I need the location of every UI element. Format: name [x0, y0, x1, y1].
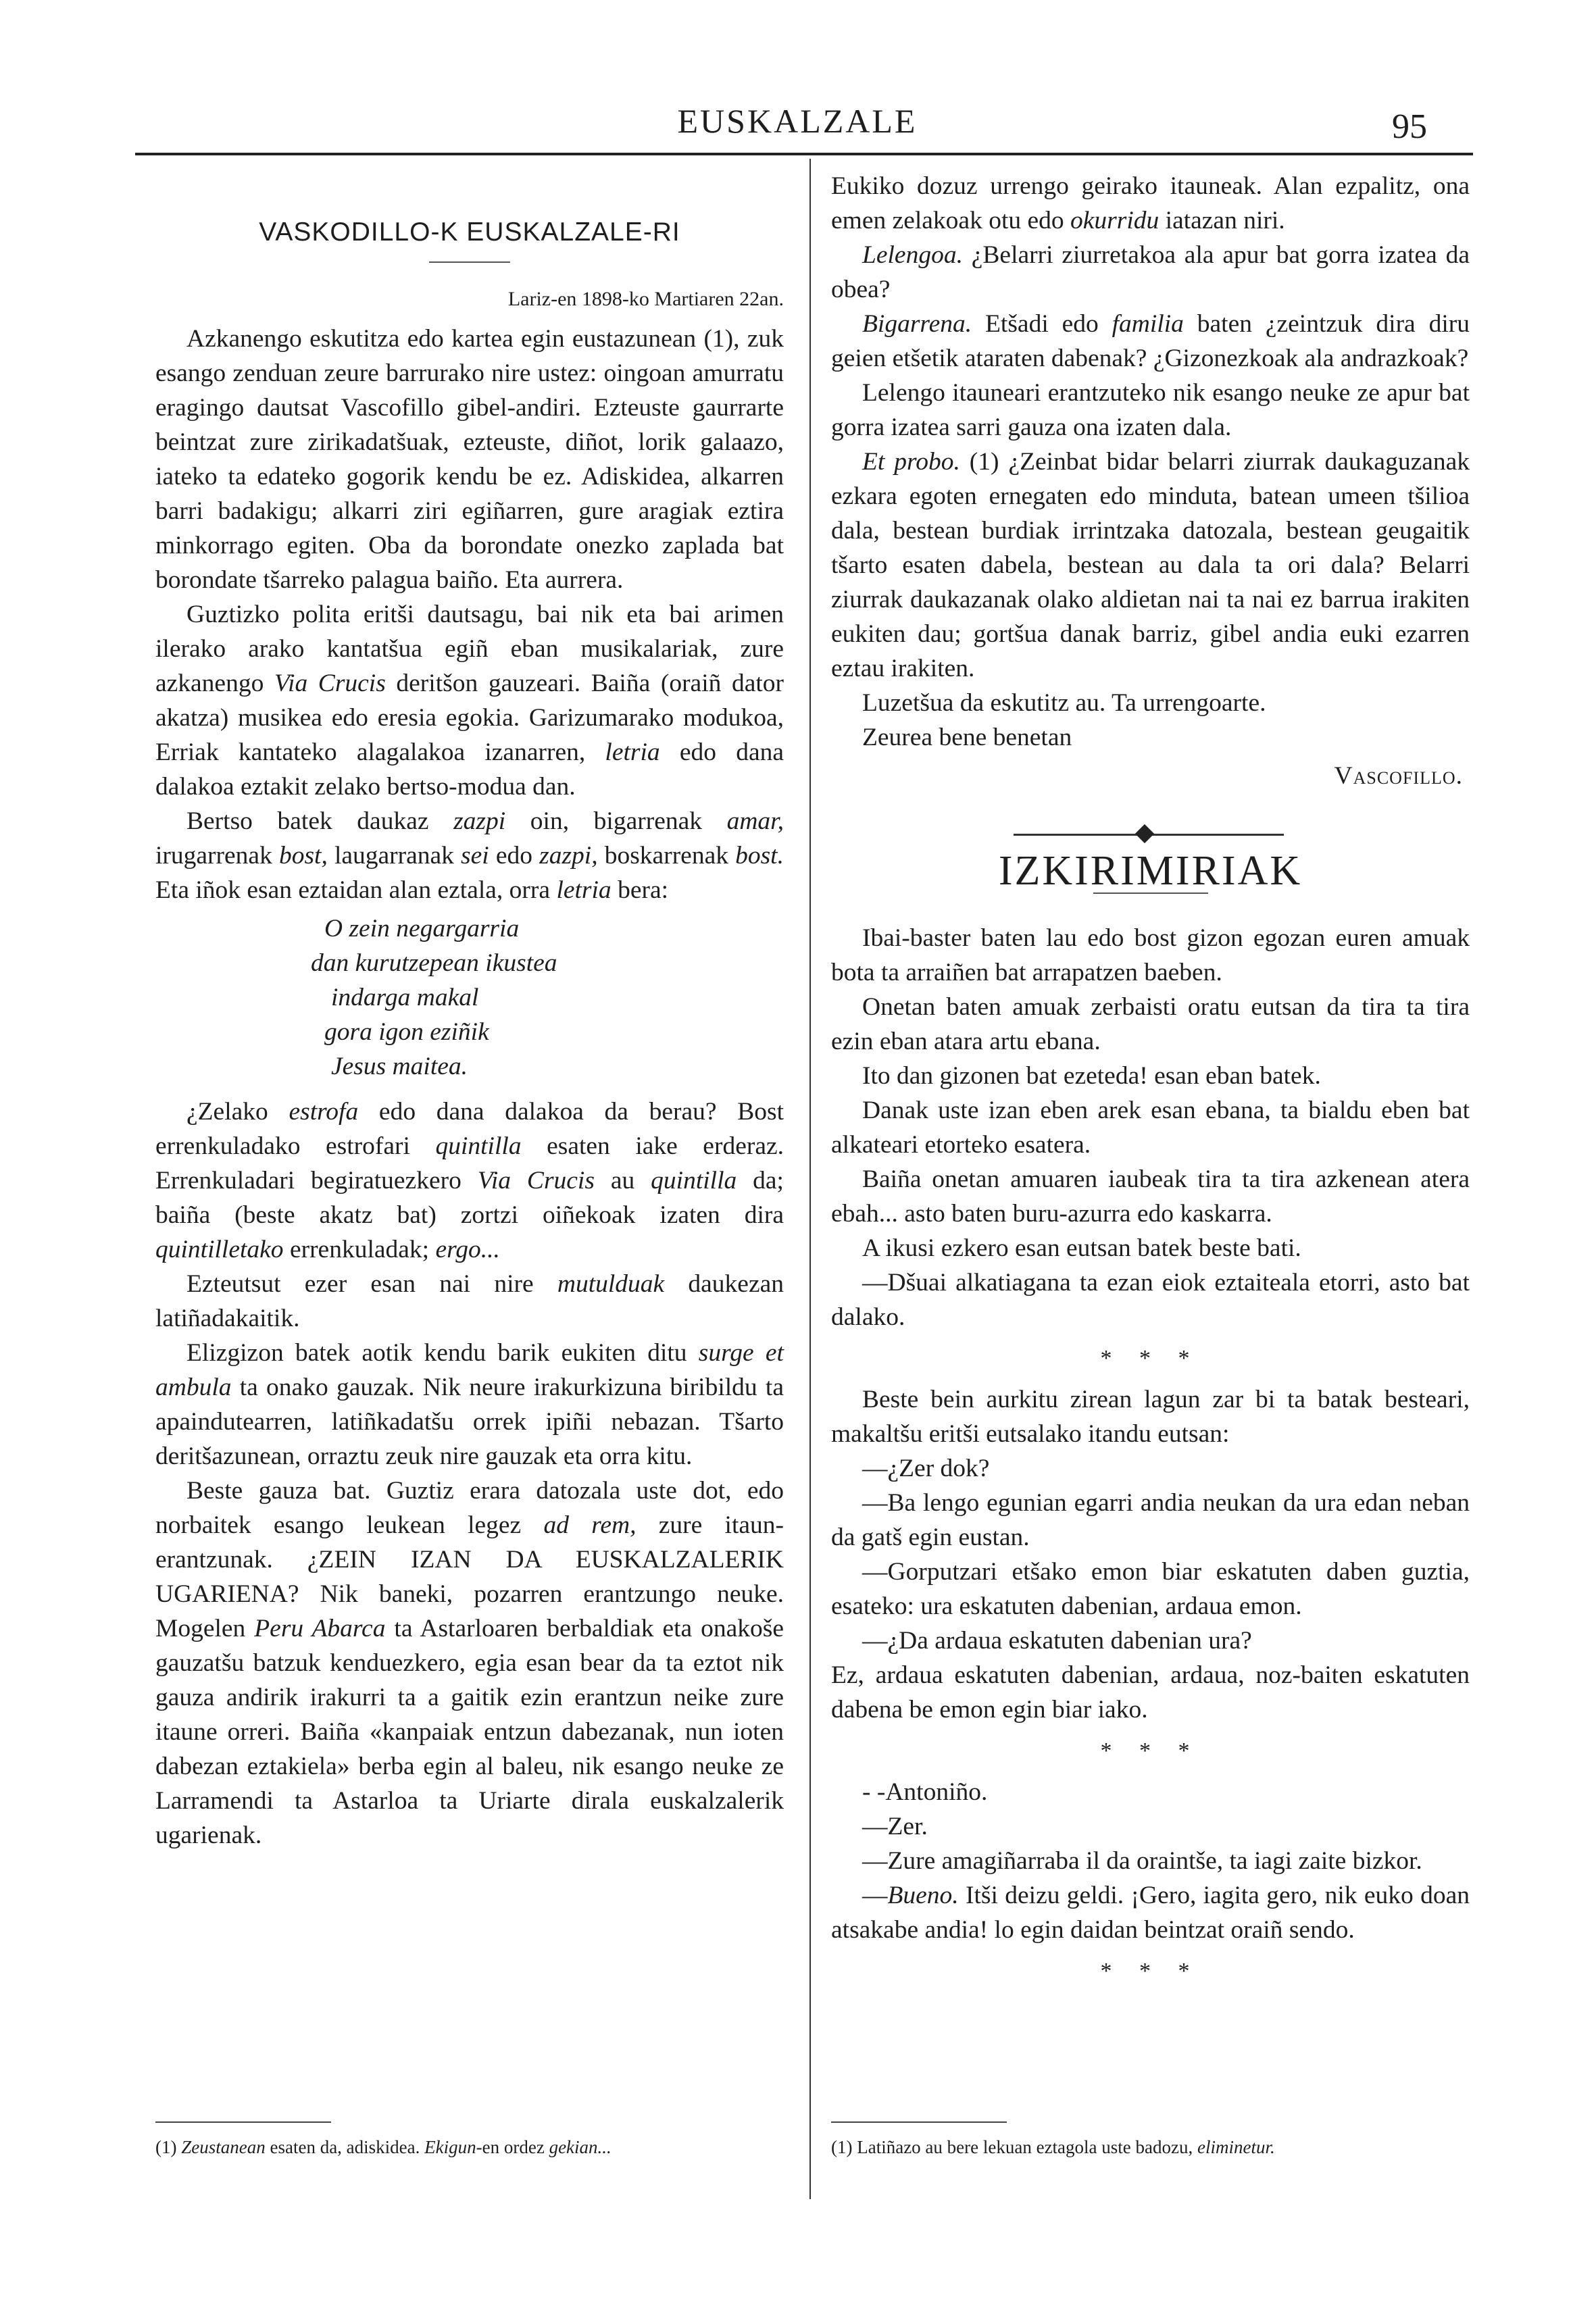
verse-line: indarga makal — [331, 984, 479, 1011]
paragraph: Eukiko dozuz urrengo geirako itauneak. Alan ezpalitz, ona emen zelakoak otu edo okurridu iatazan niri. — [831, 172, 1470, 234]
paragraph: Beste gauza bat. Guztiz erara datozala uste dot, edo norbaitek esango leukean legez ad rem, zure itaun-erantzunak. ¿ZEIN IZAN DA EUSKALZALERIK UGARIENA? Nik baneki, pozarren erantzungo neuke. Mogelen Peru Abarca ta Astarloaren berbaldiak eta onakoše gauzatšu batzuk kenduezkero, egia esan bear da ta eztot nik gauza andirik irakurri ta a gaitik ezin erantzun neike zure itaune orreri. Baiña «kanpaiak entzun dabezanak, nun ioten dabezan eztakiela» berba egin al baleu, nik esango neuke ze Larramendi ta Astarloa ta Uriarte dirala euskalzalerik ugarienak. — [155, 1477, 784, 1849]
paragraph: Bertso batek daukaz zazpi oin, bigarrenak amar, irugarrenak bost, laugarranak sei edo zazpi, boskarrenak bost. Eta iñok esan eztaidan alan eztala, orra letria bera: — [155, 807, 784, 904]
dateline: Lariz-en 1898-ko Martiaren 22an. — [507, 288, 784, 310]
paragraph: —Zure amagiñarraba il da oraintše, ta iagi zaite bizkor. — [862, 1847, 1422, 1875]
diamond-icon — [1135, 824, 1154, 843]
paragraph: Ezteutsut ezer esan nai nire mutulduak daukezan latiñadakaitik. — [155, 1270, 784, 1332]
paragraph: Ito dan gizonen bat ezeteda! esan eban batek. — [862, 1062, 1321, 1090]
column-divider — [809, 159, 811, 2199]
paragraph: Danak uste izan eben arek esan ebana, ta bialdu eben bat alkateari etorteko esatera. — [831, 1097, 1470, 1159]
section-title: IZKIRIMIRIAK — [998, 848, 1303, 894]
paragraph: —Zer. — [862, 1813, 928, 1840]
paragraph: Ez, ardaua eskatuten dabenian, ardaua, noz-baiten eskatuten dabena be emon egin biar iako. — [831, 1661, 1470, 1724]
paragraph: Lelengo itauneari erantzuteko nik esango neuke ze apur bat gorra izatea sarri gauza ona izaten dala. — [831, 379, 1470, 441]
paragraph: Guztizko polita eritši dautsagu, bai nik eta bai arimen ilerako arako kantatšua egiñ eban musikalariak, zure azkanengo Via Crucis deritšon gauzeari. Baiña (oraiñ dator akatza) musikea edo eresia egokia. Garizumarako modukoa, Erriak kantateko alagalakoa izanarren, letria edo dana dalakoa eztakit zelako bertso-modua dan. — [155, 601, 784, 801]
left-column — [155, 169, 784, 1853]
paragraph: —Dšuai alkatiagana ta ezan eiok eztaiteala etorri, asto bat dalako. — [831, 1269, 1470, 1331]
signature: Vascofillo. — [1334, 762, 1463, 790]
right-column — [831, 169, 1470, 1995]
footnote: (1) Latiñazo au bere lekuan eztagola uste badozu, eliminetur. — [831, 2137, 1275, 2157]
letter-heading: VASKODILLO-K EUSKALZALE-RI — [259, 218, 680, 247]
footnote-rule — [831, 2121, 1007, 2123]
asterism: * * * — [1100, 1346, 1201, 1371]
paragraph: Azkanengo eskutitza edo kartea egin eustazunean (1), zuk esango zenduan zeure barrurako nire ustez: oingoan amurratu eragingo dautsat Vascofillo gibel-andiri. Ezteuste gaurrarte beintzat zure zirikadatšuak, ezteuste, diñot, lorik galaazo, iateko ta edateko gogorik kendu be ez. Adiskidea, alkarren barri badakigu; alkarri ziri egiñarren, gure aragiak eztira minkorrago egiten. Oba da borondate onezko zaplada bat borondate tšarreko palagua baiño. Eta aurrera. — [155, 325, 784, 594]
paragraph: —¿Zer dok? — [862, 1455, 990, 1482]
paragraph: Onetan baten amuak zerbaisti oratu eutsan da tira ta tira ezin eban atara artu ebana. — [831, 993, 1470, 1055]
paragraph: Luzetšua da eskutitz au. Ta urrengoarte. — [862, 689, 1266, 717]
running-head: EUSKALZALE — [677, 102, 918, 140]
paragraph: —Bueno. Itši deizu geldi. ¡Gero, iagita gero, nik euko doan atsakabe andia! lo egin daidan beintzat oraiñ sendo. — [831, 1882, 1470, 1944]
paragraph: —Gorputzari etšako emon biar eskatuten daben guztia, esateko: ura eskatuten dabenian, ardaua emon. — [831, 1558, 1470, 1620]
asterism: * * * — [1100, 1959, 1201, 1984]
paragraph: Zeurea bene benetan — [862, 724, 1072, 751]
paragraph: Et probo. (1) ¿Zeinbat bidar belarri ziurrak daukaguzanak ezkara egoten ernegaten edo minduta, batean umeen tšilioa dala, bestean burdiak irrintzaka datozala, bestean geugaitik tšarto esaten dabela, bestean au dala ta ori dala? Belarri ziurrak daukazanak olako aldietan nai ta nai ez barrua irakiten eukiten dau; gortšua danak barriz, gibel andia euki ezarren eztau irakiten. — [831, 448, 1470, 682]
footnote: (1) Zeustanean esaten da, adiskidea. Ekigun-en ordez gekian... — [155, 2137, 612, 2157]
paragraph: A ikusi ezkero esan eutsan batek beste bati. — [862, 1234, 1301, 1262]
verse — [311, 911, 784, 1084]
paragraph: Elizgizon batek aotik kendu barik eukiten ditu surge et ambula ta onako gauzak. Nik neure irakurkizuna biribildu ta apaindutearren, latiñkadatšu orrek ipiñi nebazan. Tšarto deritšazunean, orraztu zeuk nire gauzak eta orra kitu. — [155, 1339, 784, 1470]
verse-line: dan kurutzepean ikustea — [311, 949, 557, 977]
verse-line: gora igon eziñik — [324, 1018, 489, 1046]
page-number: 95 — [1392, 107, 1427, 146]
paragraph: Lelengoa. ¿Belarri ziurretakoa ala apur bat gorra izatea da obea? — [831, 241, 1470, 303]
ornament-divider — [831, 820, 1470, 847]
paragraph: ¿Zelako estrofa edo dana dalakoa da berau? Bost errenkuladako estrofari quintilla esaten iake erderaz. Errenkuladari begiratuezkero Via Crucis au quintilla da; baiña (beste akatz bat) zortzi oiñekoak izaten dira quintilletako errenkuladak; ergo... — [155, 1098, 784, 1263]
paragraph: - -Antoniño. — [862, 1778, 988, 1806]
paragraph: Ibai-baster baten lau edo bost gizon egozan euren amuak bota ta arraiñen bat arrapatzen baeben. — [831, 924, 1470, 986]
paragraph: Beste bein aurkitu zirean lagun zar bi ta batak besteari, makaltšu eritši eutsalako itandu eutsan: — [831, 1386, 1470, 1448]
header-rule — [135, 153, 1473, 155]
verse-line: Jesus maitea. — [331, 1053, 468, 1080]
heading-rule — [429, 261, 510, 263]
paragraph: Baiña onetan amuaren iaubeak tira ta tira azkenean atera ebah... asto baten buru-azurra edo kaskarra. — [831, 1165, 1470, 1228]
paragraph: Bigarrena. Etšadi edo familia baten ¿zeintzuk dira diru geien etšetik ataraten dabenak? ¿Gizonezkoak ala andrazkoak? — [831, 310, 1470, 372]
paragraph: —¿Da ardaua eskatuten dabenian ura? — [862, 1627, 1252, 1655]
asterism: * * * — [1100, 1738, 1201, 1763]
paragraph: —Ba lengo egunian egarri andia neukan da ura edan neban da gatš egin eustan. — [831, 1489, 1470, 1551]
verse-line: O zein negargarria — [324, 915, 520, 942]
footnote-rule — [155, 2121, 331, 2123]
